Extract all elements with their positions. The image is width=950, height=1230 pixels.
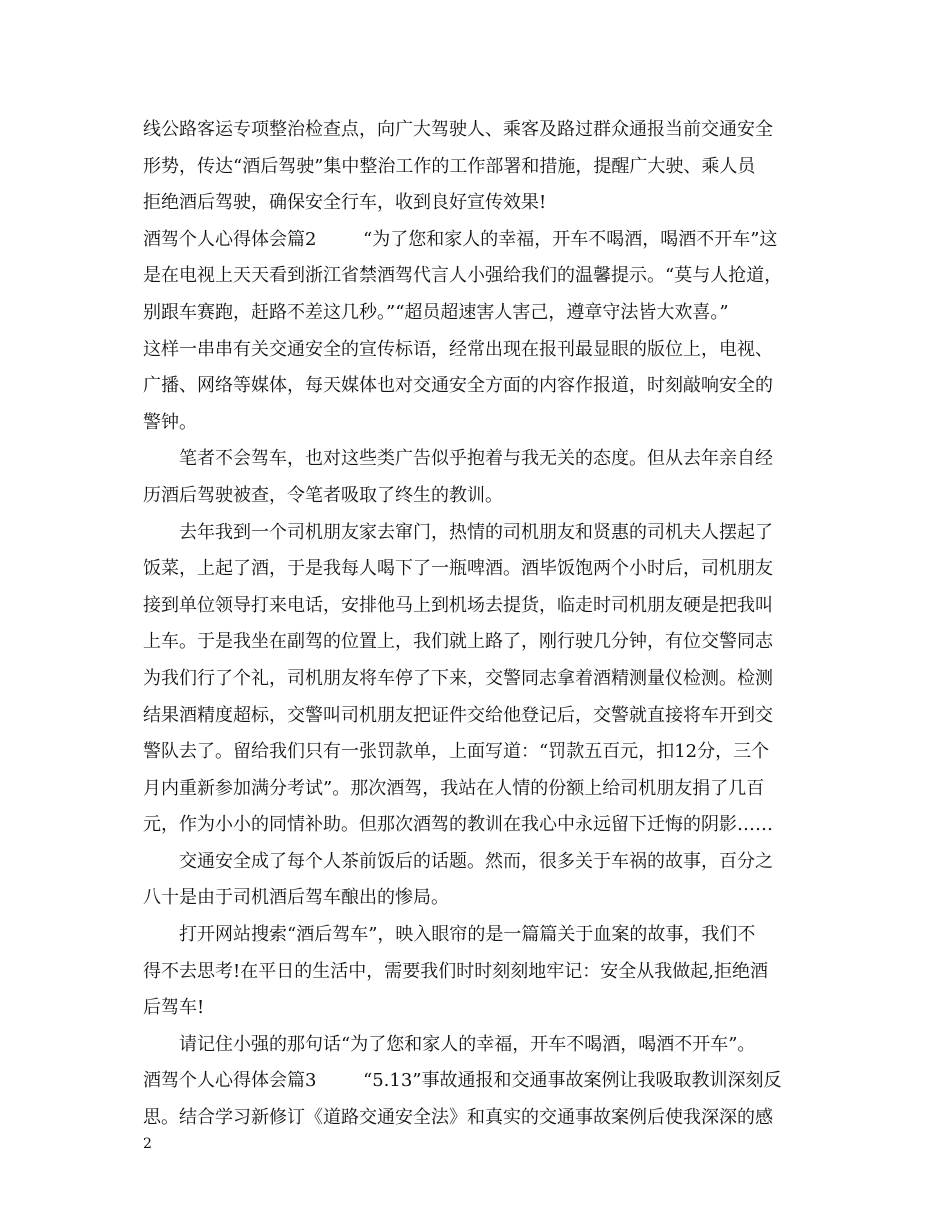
text-line: 警队去了。留给我们只有一张罚款单，上面写道：“罚款五百元，扣12分，三个 (143, 741, 770, 763)
section-heading: 酒驾个人心得体会篇2 (143, 228, 317, 250)
text-line: 八十是由于司机酒后驾车酿出的惨局。 (143, 887, 449, 909)
section-first-line: “为了您和家人的幸福，开车不喝酒，喝酒不开车”这 (363, 228, 778, 250)
text-line: 拒绝酒后驾驶，确保安全行车，收到良好宣传效果! (143, 192, 547, 214)
text-line: 线公路客运专项整治检查点，向广大驾驶人、乘客及路过群众通报当前交通安全 (143, 119, 773, 140)
text-line: 结果酒精度超标，交警叫司机朋友把证件交给他登记后，交警就直接将车开到交 (143, 704, 773, 726)
paragraph-first-line: 交通安全成了每个人茶前饭后的话题。然而，很多关于车祸的故事，百分之 (179, 850, 773, 872)
text-line: 得不去思考!在平日的生活中，需要我们时时刻刻地牢记：安全从我做起,拒绝酒 (143, 960, 768, 982)
text-line: 接到单位领导打来电话，安排他马上到机场去提货，临走时司机朋友硬是把我叫 (143, 594, 773, 616)
text-line: 思。结合学习新修订《道路交通安全法》和真实的交通事故案例后使我深深的感 (143, 1107, 773, 1129)
text-line: 别跟车赛跑，赶路不差这几秒。”“超员超速害人害己，遵章守法皆大欢喜。” (143, 301, 729, 323)
page-number: 2 (143, 1136, 152, 1152)
text-line: 这样一串串有关交通安全的宣传标语，经常出现在报刊最显眼的版位上，电视、 (143, 338, 773, 360)
document-body (143, 112, 811, 1137)
section-heading: 酒驾个人心得体会篇3 (143, 1070, 317, 1092)
paragraph-first-line: 打开网站搜索“酒后驾车”，映入眼帘的是一篇篇关于血案的故事，我们不 (179, 924, 756, 946)
text-line: 是在电视上天天看到浙江省禁酒驾代言人小强给我们的温馨提示。“莫与人抢道， (143, 265, 783, 287)
text-line: 形势，传达“酒后驾驶”集中整治工作的工作部署和措施，提醒广大驶、乘人员 (143, 155, 756, 177)
paragraph-first-line: 请记住小强的那句话“为了您和家人的幸福，开车不喝酒，喝酒不开车”。 (179, 1033, 756, 1055)
paragraph-first-line: 去年我到一个司机朋友家去窜门，热情的司机朋友和贤惠的司机夫人摆起了 (179, 521, 773, 543)
paragraph-first-line: 笔者不会驾车，也对这些类广告似乎抱着与我无关的态度。但从去年亲自经 (179, 448, 773, 470)
text-line: 饭菜，上起了酒，于是我每人喝下了一瓶啤酒。酒毕饭饱两个小时后，司机朋友 (143, 558, 773, 580)
text-line: 警钟。 (143, 411, 197, 433)
text-line: 后驾车! (143, 997, 205, 1019)
text-line: 元，作为小小的同情补助。但那次酒驾的教训在我心中永远留下迁悔的阴影…… (143, 814, 773, 836)
text-line (143, 1063, 811, 1100)
section-first-line: “5.13”事故通报和交通事故案例让我吸取教训深刻反 (363, 1070, 782, 1092)
text-line: 广播、网络等媒体，每天媒体也对交通安全方面的内容作报道，时刻敲响安全的 (143, 375, 773, 397)
text-line: 月内重新参加满分考试”。那次酒驾，我站在人情的份额上给司机朋友捐了几百 (143, 777, 765, 799)
text-line: 为我们行了个礼，司机朋友将车停了下来，交警同志拿着酒精测量仪检测。检测 (143, 667, 773, 689)
text-line: 历酒后驾驶被查，令笔者吸取了终生的教训。 (143, 484, 503, 506)
text-line (143, 222, 811, 259)
text-line: 上车。于是我坐在副驾的位置上，我们就上路了，刚行驶几分钟，有位交警同志 (143, 631, 773, 653)
